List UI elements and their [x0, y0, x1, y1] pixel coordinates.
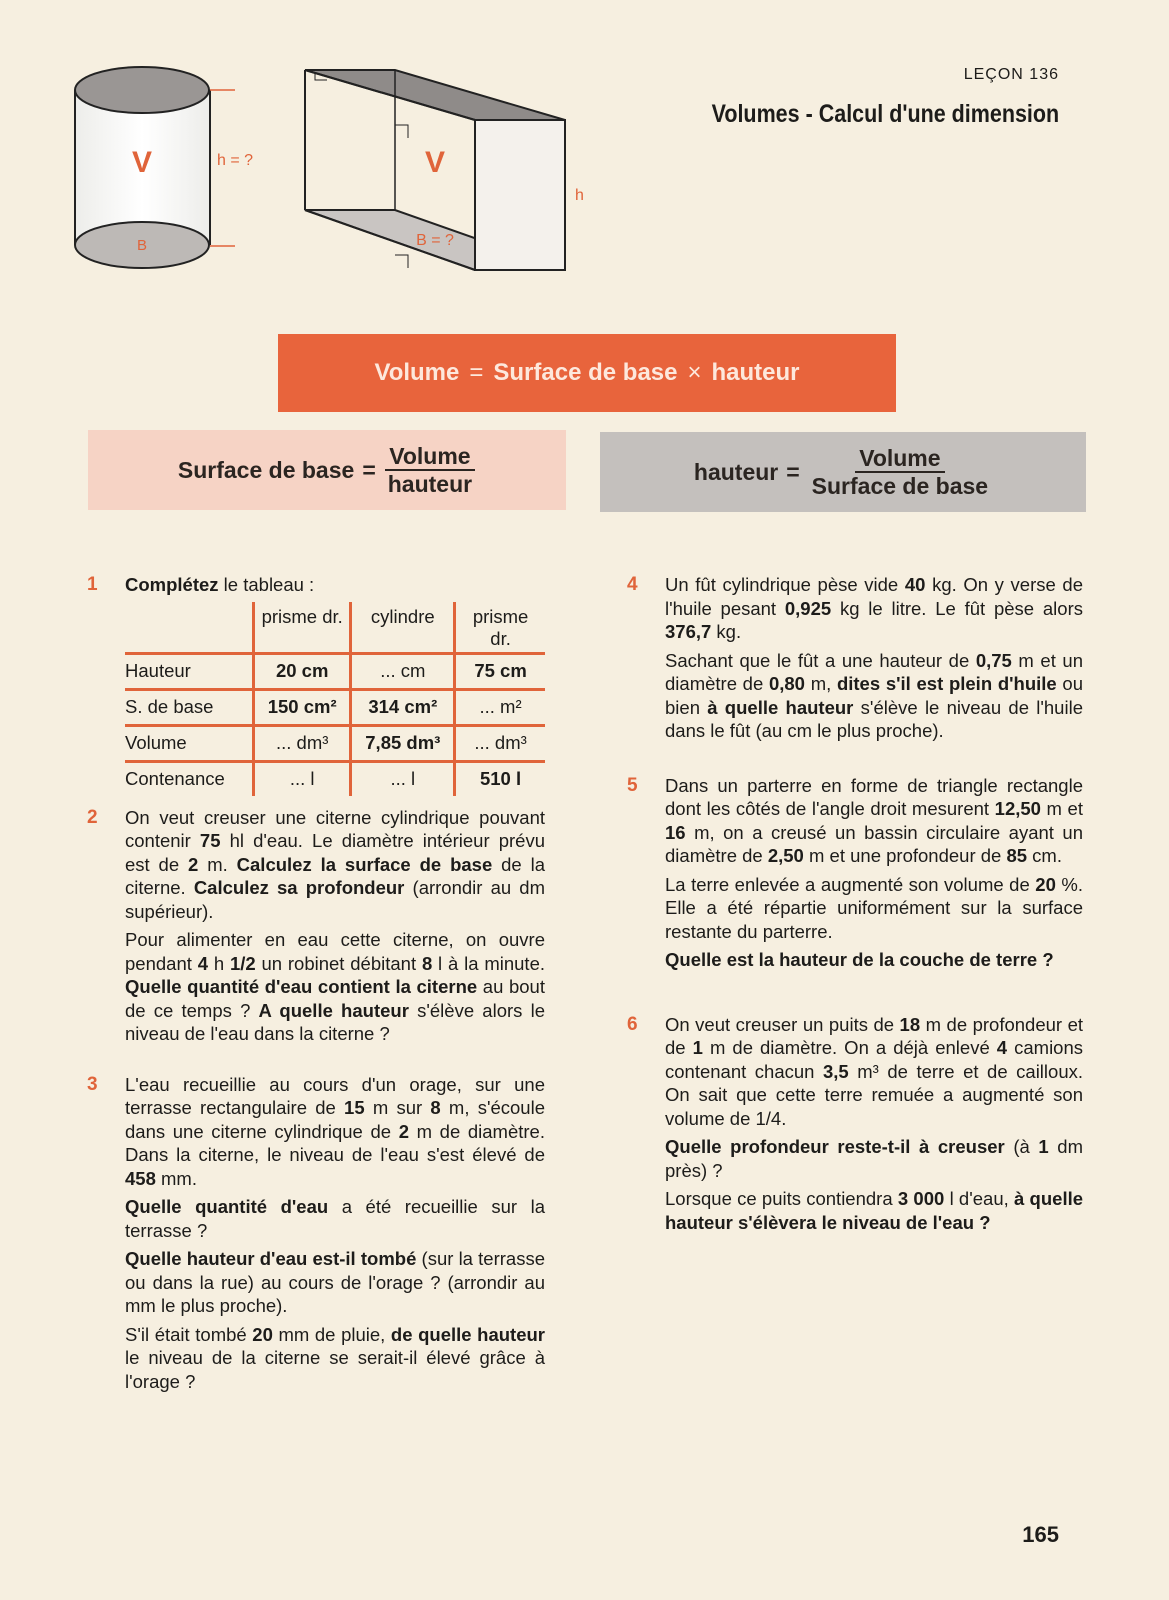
table-row	[125, 689, 545, 725]
exercise-paragraph	[665, 649, 1083, 743]
bold-text: 4	[996, 1037, 1008, 1058]
text-run: h	[208, 952, 230, 974]
text-run: l d'eau,	[944, 1188, 1015, 1209]
text-run: m et une profondeur de	[803, 845, 1007, 866]
text-run: Pour alimenter en eau cette citerne, on ouvre pendant	[125, 929, 545, 974]
exercise-1	[87, 573, 545, 796]
text-run: au bout de ce temps ?	[125, 976, 545, 1021]
table-header: prisme dr.	[455, 602, 545, 654]
table-corner	[125, 602, 253, 654]
exercise-2	[87, 806, 545, 1046]
exercise-6	[627, 1013, 1084, 1235]
bold-text: 75	[199, 830, 221, 851]
spacer	[125, 1051, 545, 1073]
base-formula-denominator: hauteur	[387, 471, 473, 497]
right-column	[627, 573, 1084, 1239]
exercise-number: 2	[87, 806, 98, 828]
bold-text: 8	[430, 1097, 441, 1118]
base-formula-fraction	[384, 443, 476, 498]
text-run: kg le litre. Le fût pèse alors	[831, 597, 1083, 619]
bold-text: 18	[899, 1013, 921, 1035]
bold-text: 12,50	[994, 798, 1041, 819]
exercise-paragraph	[125, 1195, 545, 1242]
formula-height: hauteur	[711, 359, 800, 386]
bold-text: à quelle hauteur s'élèvera le niveau de l'eau ?	[665, 1188, 1084, 1233]
table-row	[125, 653, 545, 689]
text-run: m de profondeur et de	[665, 1013, 1084, 1058]
bold-text: à quelle hauteur	[707, 696, 854, 718]
exercise-5	[627, 774, 1083, 972]
table-cell: ... l	[253, 761, 351, 796]
bold-text: 3,5	[823, 1060, 849, 1082]
prism-figure	[295, 60, 595, 285]
bold-text: Calculez la surface de base	[236, 853, 493, 875]
bold-text: 2	[398, 1120, 409, 1142]
table-row	[125, 761, 545, 796]
bold-text: 20	[252, 1323, 273, 1345]
instruction-bold: Complétez	[125, 574, 219, 595]
bold-text: 1	[1038, 1136, 1049, 1157]
text-run: mm.	[155, 1167, 197, 1189]
text-run: On veut creuser un puits de	[665, 1013, 900, 1035]
table-cell: 150 cm²	[253, 689, 351, 725]
exercise-paragraph	[125, 806, 545, 924]
text-run: m sur	[364, 1097, 431, 1118]
bold-text: 2,50	[767, 845, 804, 866]
table-cell: 75 cm	[455, 653, 545, 689]
text-run: Sachant que le fût a une hauteur de	[665, 649, 976, 671]
formula-volume: Volume	[374, 359, 460, 386]
height-formula-lhs: hauteur	[693, 458, 779, 485]
prism-volume-label: V	[424, 146, 446, 179]
text-run: cm.	[1027, 845, 1062, 866]
page-title: Volumes - Calcul d'une dimension	[711, 100, 1059, 128]
bold-text: Quelle quantité d'eau contient la citerne	[125, 976, 478, 997]
base-formula-lhs: Surface de base	[177, 456, 355, 483]
text-run: s'élève alors le niveau de l'eau dans la citerne ?	[125, 999, 545, 1044]
bold-text: 0,80	[768, 673, 805, 694]
bold-text: 4	[197, 952, 208, 974]
text-run: dm près) ?	[665, 1136, 1083, 1181]
exercise-paragraph	[665, 948, 1083, 972]
text-run: m³ de terre et de cailloux. On sait que cette terre remuée a augmenté son volume de 1/4.	[665, 1060, 1083, 1129]
left-column	[87, 573, 545, 1398]
text-run: de la citerne.	[125, 853, 545, 898]
exercise-paragraph	[665, 1013, 1083, 1131]
text-run: m et	[1040, 798, 1083, 819]
table-cell: 510 l	[455, 761, 545, 796]
exercise-1-instruction	[125, 573, 545, 597]
exercise-paragraph	[665, 774, 1083, 868]
row-label: Volume	[125, 725, 253, 761]
table-cell: 314 cm²	[351, 689, 455, 725]
exercise-paragraph	[125, 1247, 545, 1318]
prism-base-label: B = ?	[416, 232, 454, 249]
cylinder-volume-label: V	[131, 146, 153, 179]
table-cell: ... m²	[455, 689, 545, 725]
lesson-number: LEÇON 136	[963, 66, 1059, 83]
text-run: ou bien	[665, 673, 1083, 718]
bold-text: 15	[344, 1097, 365, 1118]
bold-text: dites s'il est plein d'huile	[836, 673, 1057, 694]
text-run: hl d'eau. Le diamètre intérieur prévu est de	[125, 830, 545, 875]
exercise-paragraph	[665, 873, 1083, 944]
formula-base: Surface de base	[493, 359, 678, 386]
exercise-number: 6	[627, 1013, 638, 1035]
text-run: m de diamètre. On a déjà enlevé	[702, 1037, 997, 1058]
row-label: Contenance	[125, 761, 253, 796]
exercise-paragraph	[125, 1073, 545, 1191]
table-cell: ... l	[351, 761, 455, 796]
page-number: 165	[1022, 1522, 1059, 1547]
bold-text: 85	[1006, 845, 1028, 866]
bold-text: 0,925	[784, 597, 832, 619]
height-formula-numerator: Volume	[855, 445, 944, 473]
bold-text: 8	[421, 952, 433, 974]
exercise-3	[87, 1073, 545, 1394]
exercise-paragraph	[665, 573, 1083, 644]
text-run: mm de pluie,	[272, 1323, 391, 1345]
bold-text: 40	[904, 574, 926, 595]
formula-equals: =	[469, 359, 484, 386]
cylinder-height-label: h = ?	[217, 152, 254, 169]
bold-text: 0,75	[975, 649, 1012, 671]
text-run: kg. On y verse de l'huile pesant	[665, 574, 1084, 619]
cylinder-base-label: B	[136, 237, 148, 254]
exercise-paragraph	[125, 1323, 545, 1394]
text-run: un robinet débitant	[255, 952, 422, 974]
text-run: m de diamètre. Dans la citerne, le niveau de l'eau s'est élevé de	[125, 1120, 545, 1165]
text-run: S'il était tombé	[125, 1323, 253, 1345]
bold-text: Calculez sa profondeur	[193, 877, 405, 898]
row-label: S. de base	[125, 689, 253, 725]
bold-text: Quelle profondeur reste-t-il à creuser	[665, 1136, 1005, 1157]
text-run: s'élève le niveau de l'huile dans le fût (au cm le plus proche).	[665, 696, 1083, 741]
bold-text: Quelle quantité d'eau	[125, 1196, 329, 1217]
text-run: l à la minute.	[432, 952, 545, 974]
text-run: m, s'écoule dans une citerne cylindrique de	[125, 1097, 545, 1142]
text-run: le niveau de la citerne se serait-il élevé grâce à l'orage ?	[125, 1347, 545, 1392]
text-run: camions contenant chacun	[665, 1037, 1084, 1082]
bold-text: 1/2	[229, 952, 256, 974]
height-formula-denominator: Surface de base	[811, 473, 989, 499]
bold-text: 3 000	[897, 1188, 945, 1209]
table-row	[125, 725, 545, 761]
height-formula	[600, 432, 1086, 512]
table-header: cylindre	[351, 602, 455, 654]
base-surface-formula	[88, 430, 566, 510]
bold-text: 2	[188, 853, 199, 875]
table-cell: 20 cm	[253, 653, 351, 689]
text-run: La terre enlevée a augmenté son volume de	[665, 873, 1036, 895]
text-run: L'eau recueillie au cours d'un orage, sur une terrasse rectangulaire de	[125, 1073, 545, 1118]
table-header: prisme dr.	[253, 602, 351, 654]
text-run: On veut creuser une citerne cylindrique pouvant contenir	[125, 806, 545, 851]
bold-text: 16	[665, 821, 686, 843]
exercise-paragraph	[125, 928, 545, 1046]
formula-times: ×	[687, 359, 702, 386]
bold-text: A quelle hauteur	[258, 999, 409, 1021]
height-formula-fraction	[808, 445, 992, 500]
exercise-number: 4	[627, 574, 638, 595]
text-run: (à	[1004, 1136, 1039, 1157]
exercise-number: 5	[627, 774, 638, 796]
exercise-paragraph	[665, 1187, 1083, 1234]
main-formula-banner	[278, 334, 896, 412]
text-run: Lorsque ce puits contiendra	[665, 1188, 898, 1209]
prism-height-label: h	[575, 187, 584, 204]
exercise-paragraph	[665, 1135, 1083, 1182]
text-run: %. Elle a été répartie uniformément sur la surface restante du parterre.	[665, 873, 1083, 942]
table-cell: ... cm	[351, 653, 455, 689]
base-formula-numerator: Volume	[385, 443, 474, 471]
data-table	[125, 602, 545, 796]
bold-text: Quelle hauteur d'eau est-il tombé	[125, 1248, 417, 1269]
text-run: (sur la terrasse ou dans la rue) au cours de l'orage ? (arrondir au mm le plus proche).	[125, 1248, 545, 1316]
table-cell: ... dm³	[455, 725, 545, 761]
table-cell: 7,85 dm³	[351, 725, 455, 761]
exercise-4	[627, 573, 1084, 743]
bold-text: de quelle hauteur	[390, 1323, 545, 1345]
text-run: (arrondir au dm supérieur).	[125, 877, 545, 922]
text-run: m,	[804, 673, 837, 694]
text-run: Un fût cylindrique pèse vide	[665, 574, 905, 595]
spacer	[665, 977, 1083, 1013]
text-run: kg.	[711, 621, 742, 642]
bold-text: 458	[125, 1167, 156, 1189]
text-run: m.	[198, 853, 237, 875]
bold-text: Quelle est la hauteur de la couche de terre ?	[665, 949, 1054, 970]
spacer	[665, 748, 1083, 774]
text-run: m et un diamètre de	[665, 649, 1083, 694]
bold-text: 1	[692, 1037, 703, 1058]
text-run: Dans un parterre en forme de triangle rectangle dont les côtés de l'angle droit mesurent	[665, 774, 1083, 819]
height-formula-equals: =	[786, 458, 800, 485]
cylinder-figure	[60, 60, 290, 285]
base-formula-equals: =	[362, 456, 376, 483]
bold-text: 20	[1035, 873, 1056, 895]
exercise-number: 1	[87, 574, 98, 595]
table-cell: ... dm³	[253, 725, 351, 761]
spacer	[125, 796, 545, 806]
text-run: m, on a creusé un bassin circulaire ayant un diamètre de	[665, 821, 1083, 866]
bold-text: 376,7	[665, 621, 712, 642]
instruction-rest: le tableau :	[218, 574, 315, 595]
exercise-number: 3	[87, 1073, 98, 1095]
row-label: Hauteur	[125, 653, 253, 689]
text-run: a été recueillie sur la terrasse ?	[125, 1196, 545, 1241]
